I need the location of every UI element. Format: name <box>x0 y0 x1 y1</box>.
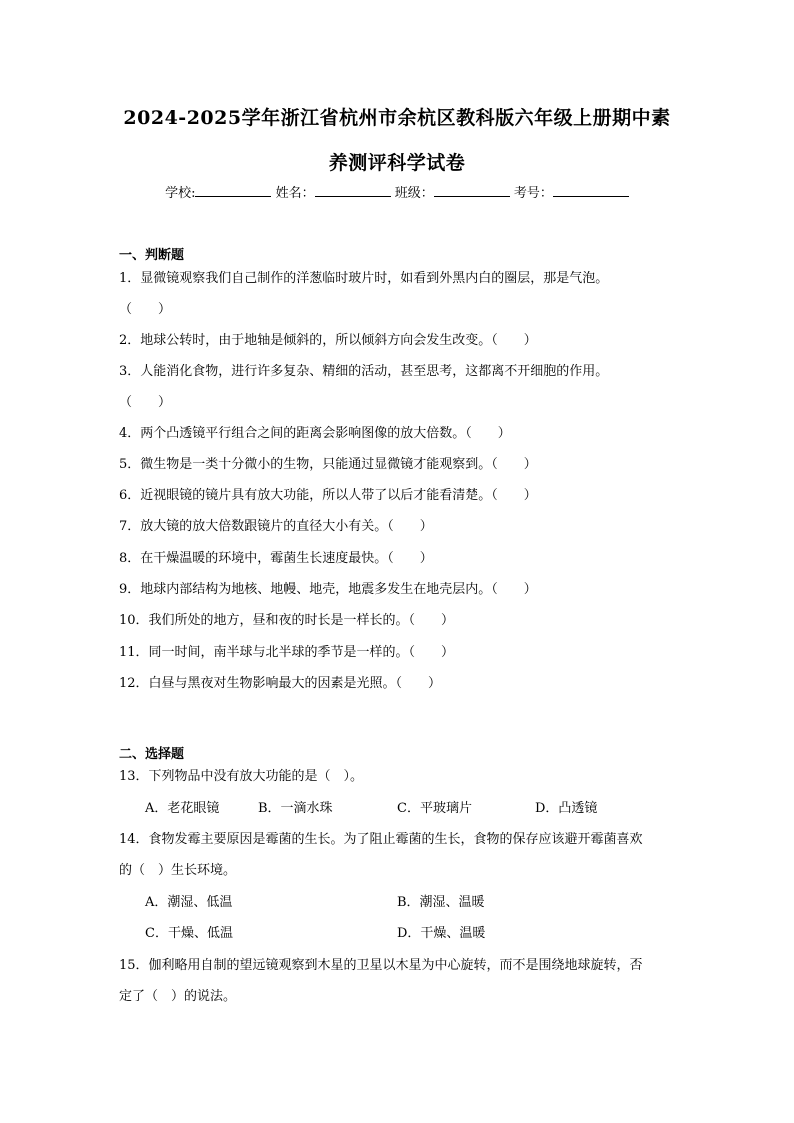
question-14-option-c: C．干燥、低温 <box>145 926 233 941</box>
question-3-line2: （ ） <box>119 395 172 410</box>
question-11: 11．同一时间，南半球与北半球的季节是一样的。（ ） <box>119 645 455 660</box>
question-3-line1: 3．人能消化食物，进行许多复杂、精细的活动，甚至思考，这都离不开细胞的作用。 <box>119 364 609 379</box>
school-blank <box>195 184 271 197</box>
question-14-line2: 的（ ）生长环境。 <box>119 863 237 878</box>
question-14-line1: 14．食物发霉主要原因是霉菌的生长。为了阻止霉菌的生长，食物的保存应该避开霉菌喜欢 <box>119 832 643 847</box>
question-2: 2．地球公转时，由于地轴是倾斜的，所以倾斜方向会发生改变。（ ） <box>119 333 537 348</box>
question-13: 13．下列物品中没有放大功能的是（ ）。 <box>119 769 364 784</box>
question-12: 12．白昼与黑夜对生物影响最大的因素是光照。（ ） <box>119 676 442 691</box>
class-blank <box>434 184 510 197</box>
name-label: 姓名： <box>275 186 315 201</box>
question-15-line2: 定了（ ）的说法。 <box>119 989 237 1004</box>
question-14-option-b: B．潮湿、温暖 <box>397 895 485 910</box>
question-14-option-a: A．潮湿、低温 <box>145 895 233 910</box>
question-13-option-c: C．平玻璃片 <box>397 801 472 816</box>
question-15-line1: 15．伽利略用自制的望远镜观察到木星的卫星以木星为中心旋转，而不是围绕地球旋转，否 <box>119 958 643 973</box>
question-1-line1: 1．显微镜观察我们自己制作的洋葱临时玻片时，如看到外黑内白的圈层，那是气泡。 <box>119 271 609 286</box>
question-1-line2: （ ） <box>119 302 172 317</box>
student-info-row <box>0 182 794 201</box>
question-4: 4．两个凸透镜平行组合之间的距离会影响图像的放大倍数。（ ） <box>119 426 511 441</box>
name-blank <box>315 184 391 197</box>
question-9: 9．地球内部结构为地核、地幔、地壳，地震多发生在地壳层内。（ ） <box>119 582 537 597</box>
section-heading-choice: 二、选择题 <box>119 747 185 762</box>
question-8: 8．在干燥温暖的环境中，霉菌生长速度最快。（ ） <box>119 551 433 566</box>
question-13-option-a: A．老花眼镜 <box>145 801 220 816</box>
question-5: 5．微生物是一类十分微小的生物，只能通过显微镜才能观察到。（ ） <box>119 457 537 472</box>
question-13-option-d: D．凸透镜 <box>535 801 598 816</box>
exam-title-line1: 2024-2025学年浙江省杭州市余杭区教科版六年级上册期中素 <box>123 107 671 129</box>
question-13-option-b: B．一滴水珠 <box>258 801 333 816</box>
question-14-option-d: D．干燥、温暖 <box>397 926 486 941</box>
exam-title-line2: 养测评科学试卷 <box>328 152 466 174</box>
question-6: 6．近视眼镜的镜片具有放大功能，所以人带了以后才能看清楚。（ ） <box>119 488 537 503</box>
school-label: 学校: <box>165 186 196 201</box>
class-label: 班级： <box>394 186 434 201</box>
section-heading-judge: 一、判断题 <box>119 248 185 263</box>
exam-number-label: 考号： <box>513 186 553 201</box>
exam-number-blank <box>553 184 629 197</box>
question-7: 7．放大镜的放大倍数跟镜片的直径大小有关。（ ） <box>119 519 433 534</box>
question-10: 10．我们所处的地方，昼和夜的时长是一样长的。（ ） <box>119 613 455 628</box>
